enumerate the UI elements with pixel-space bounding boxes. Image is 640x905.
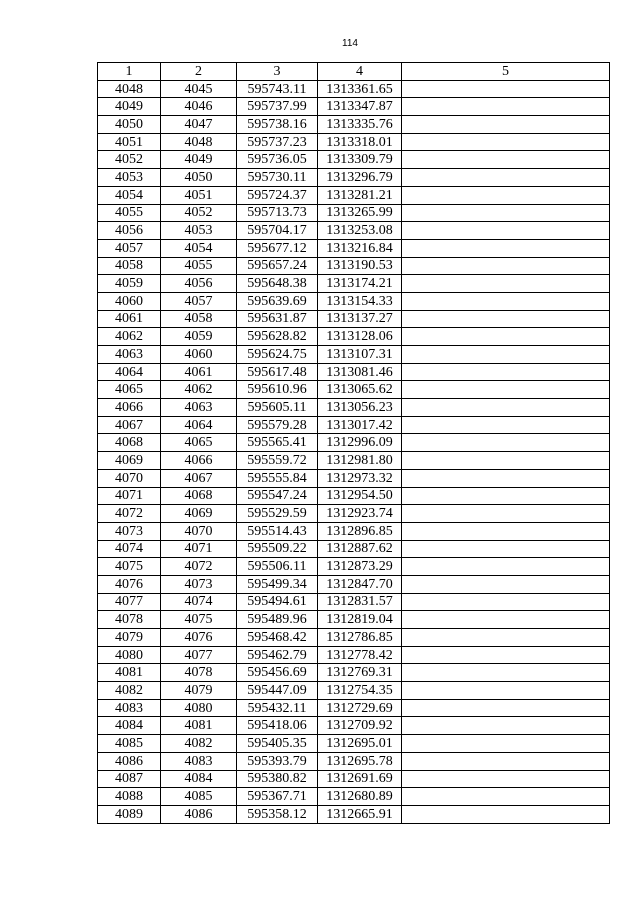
table-cell-col4: 1312786.85 bbox=[318, 629, 402, 647]
table-cell-col3: 595529.59 bbox=[237, 505, 318, 523]
table-cell-col2: 4051 bbox=[161, 186, 237, 204]
table-cell-col1: 4071 bbox=[98, 487, 161, 505]
table-cell-col5 bbox=[402, 239, 610, 257]
table-cell-col3: 595418.06 bbox=[237, 717, 318, 735]
table-cell-col1: 4083 bbox=[98, 699, 161, 717]
table-cell-col1: 4073 bbox=[98, 522, 161, 540]
table-cell-col3: 595737.23 bbox=[237, 133, 318, 151]
table-cell-col4: 1312680.89 bbox=[318, 788, 402, 806]
table-row bbox=[98, 575, 610, 593]
table-cell-col5 bbox=[402, 116, 610, 134]
table-cell-col1: 4077 bbox=[98, 593, 161, 611]
table-cell-col4: 1313335.76 bbox=[318, 116, 402, 134]
table-cell-col4: 1312665.91 bbox=[318, 805, 402, 823]
table-row bbox=[98, 399, 610, 417]
table-cell-col1: 4069 bbox=[98, 452, 161, 470]
table-row bbox=[98, 735, 610, 753]
table-cell-col3: 595489.96 bbox=[237, 611, 318, 629]
table-cell-col1: 4048 bbox=[98, 80, 161, 98]
table-cell-col4: 1313281.21 bbox=[318, 186, 402, 204]
table-header-row bbox=[98, 63, 610, 81]
table-cell-col4: 1312695.01 bbox=[318, 735, 402, 753]
table-cell-col1: 4057 bbox=[98, 239, 161, 257]
table-cell-col2: 4065 bbox=[161, 434, 237, 452]
table-cell-col1: 4076 bbox=[98, 575, 161, 593]
table-cell-col1: 4063 bbox=[98, 346, 161, 364]
table-cell-col1: 4079 bbox=[98, 629, 161, 647]
table-cell-col5 bbox=[402, 699, 610, 717]
table-row bbox=[98, 487, 610, 505]
table-cell-col5 bbox=[402, 752, 610, 770]
table-cell-col3: 595358.12 bbox=[237, 805, 318, 823]
table-cell-col1: 4061 bbox=[98, 310, 161, 328]
table-cell-col3: 595555.84 bbox=[237, 469, 318, 487]
table-cell-col3: 595514.43 bbox=[237, 522, 318, 540]
table-cell-col5 bbox=[402, 275, 610, 293]
table-cell-col5 bbox=[402, 204, 610, 222]
table-row bbox=[98, 788, 610, 806]
table-cell-col4: 1313347.87 bbox=[318, 98, 402, 116]
table-cell-col3: 595648.38 bbox=[237, 275, 318, 293]
table-cell-col2: 4045 bbox=[161, 80, 237, 98]
table-cell-col5 bbox=[402, 646, 610, 664]
table-cell-col3: 595405.35 bbox=[237, 735, 318, 753]
table-row bbox=[98, 257, 610, 275]
table-cell-col3: 595559.72 bbox=[237, 452, 318, 470]
table-cell-col3: 595677.12 bbox=[237, 239, 318, 257]
table-cell-col1: 4074 bbox=[98, 540, 161, 558]
table-cell-col2: 4074 bbox=[161, 593, 237, 611]
table-cell-col4: 1313081.46 bbox=[318, 363, 402, 381]
table-cell-col2: 4081 bbox=[161, 717, 237, 735]
table-cell-col3: 595456.69 bbox=[237, 664, 318, 682]
table-cell-col2: 4068 bbox=[161, 487, 237, 505]
table-cell-col4: 1312887.62 bbox=[318, 540, 402, 558]
table-cell-col2: 4064 bbox=[161, 416, 237, 434]
column-header-2: 2 bbox=[161, 63, 237, 81]
table-cell-col3: 595579.28 bbox=[237, 416, 318, 434]
table-row bbox=[98, 186, 610, 204]
table-cell-col5 bbox=[402, 611, 610, 629]
table-cell-col3: 595730.11 bbox=[237, 169, 318, 187]
table-cell-col1: 4066 bbox=[98, 399, 161, 417]
table-cell-col4: 1313137.27 bbox=[318, 310, 402, 328]
table-cell-col3: 595743.11 bbox=[237, 80, 318, 98]
table-cell-col2: 4085 bbox=[161, 788, 237, 806]
table-cell-col1: 4081 bbox=[98, 664, 161, 682]
table-cell-col2: 4047 bbox=[161, 116, 237, 134]
table-cell-col1: 4070 bbox=[98, 469, 161, 487]
table-cell-col4: 1312973.32 bbox=[318, 469, 402, 487]
table-cell-col3: 595468.42 bbox=[237, 629, 318, 647]
table-cell-col2: 4052 bbox=[161, 204, 237, 222]
table-cell-col5 bbox=[402, 788, 610, 806]
table-cell-col2: 4066 bbox=[161, 452, 237, 470]
table-cell-col3: 595639.69 bbox=[237, 292, 318, 310]
table-cell-col5 bbox=[402, 133, 610, 151]
table-cell-col1: 4052 bbox=[98, 151, 161, 169]
table-row bbox=[98, 204, 610, 222]
table-row bbox=[98, 611, 610, 629]
table-row bbox=[98, 593, 610, 611]
table-cell-col1: 4055 bbox=[98, 204, 161, 222]
table-cell-col2: 4053 bbox=[161, 222, 237, 240]
table-cell-col1: 4084 bbox=[98, 717, 161, 735]
table-cell-col1: 4075 bbox=[98, 558, 161, 576]
table-cell-col2: 4061 bbox=[161, 363, 237, 381]
table-cell-col2: 4059 bbox=[161, 328, 237, 346]
table-row bbox=[98, 682, 610, 700]
table-cell-col2: 4067 bbox=[161, 469, 237, 487]
table-cell-col5 bbox=[402, 346, 610, 364]
table-cell-col4: 1312819.04 bbox=[318, 611, 402, 629]
table-cell-col2: 4069 bbox=[161, 505, 237, 523]
table-cell-col1: 4060 bbox=[98, 292, 161, 310]
table-cell-col3: 595704.17 bbox=[237, 222, 318, 240]
table-cell-col5 bbox=[402, 522, 610, 540]
table-cell-col5 bbox=[402, 310, 610, 328]
table-cell-col2: 4055 bbox=[161, 257, 237, 275]
column-header-5: 5 bbox=[402, 63, 610, 81]
table-row bbox=[98, 540, 610, 558]
table-cell-col2: 4075 bbox=[161, 611, 237, 629]
table-row bbox=[98, 434, 610, 452]
table-cell-col3: 595393.79 bbox=[237, 752, 318, 770]
table-cell-col4: 1312709.92 bbox=[318, 717, 402, 735]
table-cell-col4: 1313190.53 bbox=[318, 257, 402, 275]
table-row bbox=[98, 381, 610, 399]
table-row bbox=[98, 80, 610, 98]
table-cell-col4: 1313318.01 bbox=[318, 133, 402, 151]
table-row bbox=[98, 469, 610, 487]
table-cell-col4: 1313296.79 bbox=[318, 169, 402, 187]
table-cell-col2: 4054 bbox=[161, 239, 237, 257]
table-cell-col3: 595738.16 bbox=[237, 116, 318, 134]
table-cell-col5 bbox=[402, 452, 610, 470]
table-cell-col3: 595605.11 bbox=[237, 399, 318, 417]
table-row bbox=[98, 169, 610, 187]
table-cell-col1: 4068 bbox=[98, 434, 161, 452]
table-cell-col1: 4067 bbox=[98, 416, 161, 434]
table-cell-col5 bbox=[402, 80, 610, 98]
table-cell-col3: 595509.22 bbox=[237, 540, 318, 558]
table-cell-col3: 595547.24 bbox=[237, 487, 318, 505]
table-cell-col4: 1312923.74 bbox=[318, 505, 402, 523]
table-cell-col4: 1313128.06 bbox=[318, 328, 402, 346]
table-cell-col5 bbox=[402, 629, 610, 647]
table-row bbox=[98, 275, 610, 293]
table-cell-col4: 1313361.65 bbox=[318, 80, 402, 98]
table-cell-col3: 595724.37 bbox=[237, 186, 318, 204]
table-cell-col2: 4058 bbox=[161, 310, 237, 328]
table-cell-col3: 595565.41 bbox=[237, 434, 318, 452]
table-cell-col4: 1312847.70 bbox=[318, 575, 402, 593]
table-cell-col5 bbox=[402, 98, 610, 116]
table-row bbox=[98, 699, 610, 717]
table-cell-col5 bbox=[402, 381, 610, 399]
table-row bbox=[98, 346, 610, 364]
table-cell-col2: 4084 bbox=[161, 770, 237, 788]
table-cell-col5 bbox=[402, 682, 610, 700]
table-cell-col1: 4080 bbox=[98, 646, 161, 664]
table-cell-col2: 4073 bbox=[161, 575, 237, 593]
column-header-4: 4 bbox=[318, 63, 402, 81]
table-cell-col5 bbox=[402, 593, 610, 611]
table-cell-col2: 4076 bbox=[161, 629, 237, 647]
table-cell-col2: 4083 bbox=[161, 752, 237, 770]
table-cell-col4: 1313265.99 bbox=[318, 204, 402, 222]
table-row bbox=[98, 505, 610, 523]
table-cell-col2: 4080 bbox=[161, 699, 237, 717]
table-cell-col4: 1312896.85 bbox=[318, 522, 402, 540]
table-row bbox=[98, 292, 610, 310]
table-cell-col3: 595462.79 bbox=[237, 646, 318, 664]
table-cell-col3: 595367.71 bbox=[237, 788, 318, 806]
table-cell-col2: 4070 bbox=[161, 522, 237, 540]
table-cell-col1: 4078 bbox=[98, 611, 161, 629]
column-header-1: 1 bbox=[98, 63, 161, 81]
table-cell-col2: 4079 bbox=[161, 682, 237, 700]
table-cell-col1: 4085 bbox=[98, 735, 161, 753]
table-cell-col5 bbox=[402, 540, 610, 558]
table-cell-col4: 1313107.31 bbox=[318, 346, 402, 364]
table-cell-col1: 4059 bbox=[98, 275, 161, 293]
table-cell-col5 bbox=[402, 328, 610, 346]
table-cell-col2: 4071 bbox=[161, 540, 237, 558]
table-cell-col4: 1312831.57 bbox=[318, 593, 402, 611]
table-cell-col5 bbox=[402, 399, 610, 417]
table-cell-col2: 4057 bbox=[161, 292, 237, 310]
table-cell-col4: 1313154.33 bbox=[318, 292, 402, 310]
table-cell-col1: 4053 bbox=[98, 169, 161, 187]
table-cell-col2: 4049 bbox=[161, 151, 237, 169]
table-row bbox=[98, 752, 610, 770]
table-row bbox=[98, 558, 610, 576]
table-cell-col1: 4087 bbox=[98, 770, 161, 788]
table-cell-col2: 4072 bbox=[161, 558, 237, 576]
table-cell-col5 bbox=[402, 770, 610, 788]
table-cell-col3: 595499.34 bbox=[237, 575, 318, 593]
table-cell-col5 bbox=[402, 434, 610, 452]
table-cell-col4: 1313309.79 bbox=[318, 151, 402, 169]
table-cell-col1: 4056 bbox=[98, 222, 161, 240]
table-cell-col4: 1313065.62 bbox=[318, 381, 402, 399]
table-cell-col4: 1313216.84 bbox=[318, 239, 402, 257]
table-cell-col5 bbox=[402, 664, 610, 682]
table-cell-col3: 595713.73 bbox=[237, 204, 318, 222]
table-cell-col4: 1312981.80 bbox=[318, 452, 402, 470]
table-cell-col2: 4060 bbox=[161, 346, 237, 364]
column-header-3: 3 bbox=[237, 63, 318, 81]
table-cell-col2: 4062 bbox=[161, 381, 237, 399]
table-cell-col2: 4046 bbox=[161, 98, 237, 116]
table-cell-col2: 4086 bbox=[161, 805, 237, 823]
table-cell-col4: 1312691.69 bbox=[318, 770, 402, 788]
table-cell-col2: 4048 bbox=[161, 133, 237, 151]
table-row bbox=[98, 452, 610, 470]
table-cell-col4: 1312954.50 bbox=[318, 487, 402, 505]
table-cell-col5 bbox=[402, 292, 610, 310]
table-cell-col4: 1313056.23 bbox=[318, 399, 402, 417]
table-row bbox=[98, 646, 610, 664]
table-cell-col5 bbox=[402, 222, 610, 240]
table-cell-col4: 1312729.69 bbox=[318, 699, 402, 717]
table-row bbox=[98, 629, 610, 647]
table-row bbox=[98, 522, 610, 540]
table-cell-col1: 4058 bbox=[98, 257, 161, 275]
table-cell-col1: 4064 bbox=[98, 363, 161, 381]
table-row bbox=[98, 98, 610, 116]
table-row bbox=[98, 222, 610, 240]
table-cell-col1: 4049 bbox=[98, 98, 161, 116]
table-cell-col5 bbox=[402, 169, 610, 187]
table-cell-col3: 595657.24 bbox=[237, 257, 318, 275]
table-cell-col3: 595380.82 bbox=[237, 770, 318, 788]
table-cell-col4: 1312769.31 bbox=[318, 664, 402, 682]
table-row bbox=[98, 133, 610, 151]
table-cell-col4: 1312695.78 bbox=[318, 752, 402, 770]
table-cell-col3: 595617.48 bbox=[237, 363, 318, 381]
table-cell-col5 bbox=[402, 717, 610, 735]
table-row bbox=[98, 717, 610, 735]
table-cell-col5 bbox=[402, 735, 610, 753]
table-cell-col3: 595737.99 bbox=[237, 98, 318, 116]
table-cell-col3: 595624.75 bbox=[237, 346, 318, 364]
table-cell-col5 bbox=[402, 416, 610, 434]
table-cell-col5 bbox=[402, 805, 610, 823]
page-number: 114 bbox=[342, 38, 358, 49]
table-cell-col3: 595494.61 bbox=[237, 593, 318, 611]
table-cell-col3: 595610.96 bbox=[237, 381, 318, 399]
table-row bbox=[98, 239, 610, 257]
table-cell-col1: 4054 bbox=[98, 186, 161, 204]
table-cell-col5 bbox=[402, 487, 610, 505]
table-cell-col3: 595432.11 bbox=[237, 699, 318, 717]
table-cell-col2: 4063 bbox=[161, 399, 237, 417]
table-cell-col5 bbox=[402, 575, 610, 593]
table-cell-col1: 4051 bbox=[98, 133, 161, 151]
table-cell-col4: 1313017.42 bbox=[318, 416, 402, 434]
table-cell-col2: 4050 bbox=[161, 169, 237, 187]
table-cell-col3: 595736.05 bbox=[237, 151, 318, 169]
table-cell-col4: 1313253.08 bbox=[318, 222, 402, 240]
table-cell-col4: 1312873.29 bbox=[318, 558, 402, 576]
table-cell-col5 bbox=[402, 186, 610, 204]
table-cell-col5 bbox=[402, 151, 610, 169]
table-cell-col1: 4082 bbox=[98, 682, 161, 700]
table-cell-col4: 1312996.09 bbox=[318, 434, 402, 452]
table-cell-col3: 595506.11 bbox=[237, 558, 318, 576]
table-cell-col1: 4088 bbox=[98, 788, 161, 806]
table-body bbox=[98, 80, 610, 823]
table-row bbox=[98, 770, 610, 788]
table-row bbox=[98, 363, 610, 381]
table-row bbox=[98, 805, 610, 823]
table-row bbox=[98, 664, 610, 682]
coordinates-table bbox=[97, 62, 610, 824]
table-cell-col4: 1312778.42 bbox=[318, 646, 402, 664]
table-cell-col1: 4086 bbox=[98, 752, 161, 770]
table-cell-col1: 4050 bbox=[98, 116, 161, 134]
table-row bbox=[98, 328, 610, 346]
table-cell-col2: 4077 bbox=[161, 646, 237, 664]
table-cell-col3: 595628.82 bbox=[237, 328, 318, 346]
table-cell-col5 bbox=[402, 558, 610, 576]
table-cell-col5 bbox=[402, 363, 610, 381]
table-row bbox=[98, 310, 610, 328]
table-cell-col1: 4089 bbox=[98, 805, 161, 823]
table-row bbox=[98, 416, 610, 434]
table-cell-col4: 1312754.35 bbox=[318, 682, 402, 700]
table-cell-col5 bbox=[402, 505, 610, 523]
table-cell-col2: 4078 bbox=[161, 664, 237, 682]
table-cell-col5 bbox=[402, 257, 610, 275]
table-cell-col1: 4062 bbox=[98, 328, 161, 346]
table-cell-col4: 1313174.21 bbox=[318, 275, 402, 293]
table-cell-col3: 595447.09 bbox=[237, 682, 318, 700]
table-cell-col2: 4082 bbox=[161, 735, 237, 753]
table-cell-col1: 4065 bbox=[98, 381, 161, 399]
table-row bbox=[98, 151, 610, 169]
table-cell-col5 bbox=[402, 469, 610, 487]
table-cell-col3: 595631.87 bbox=[237, 310, 318, 328]
table-row bbox=[98, 116, 610, 134]
table-cell-col2: 4056 bbox=[161, 275, 237, 293]
table-cell-col1: 4072 bbox=[98, 505, 161, 523]
